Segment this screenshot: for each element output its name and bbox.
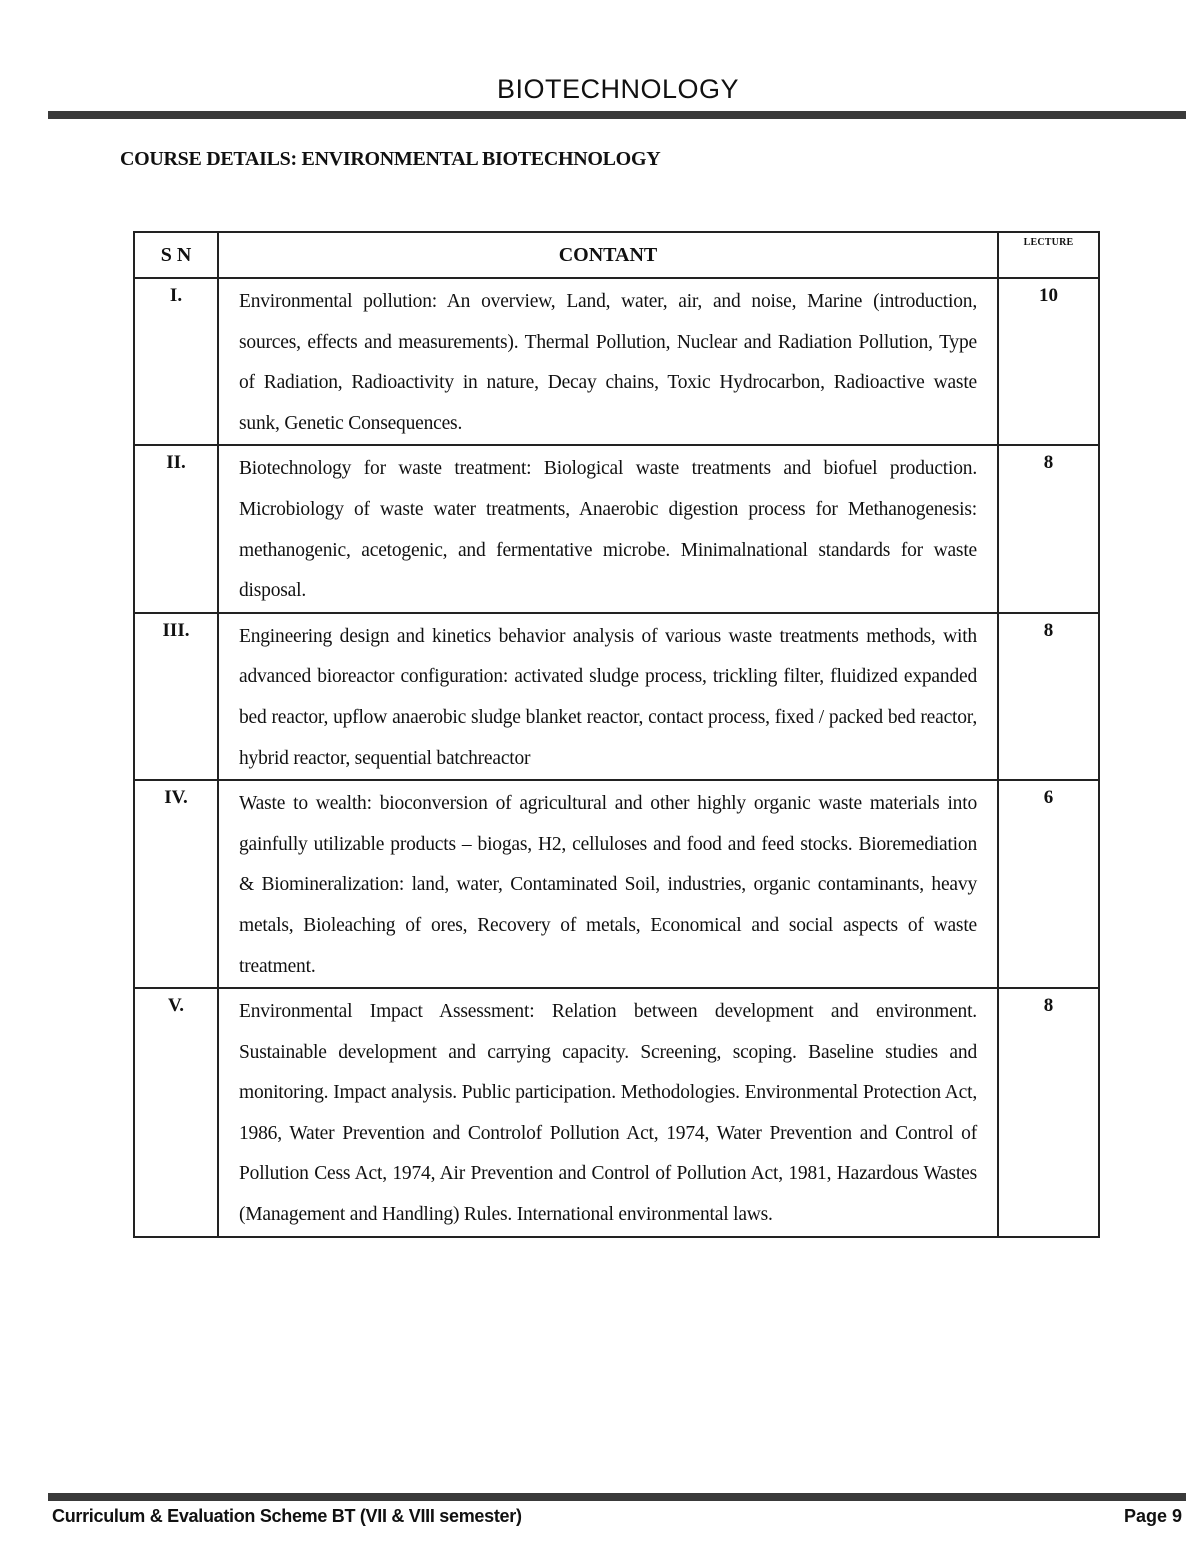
table-row xyxy=(134,278,1099,445)
row-lecture: 6 xyxy=(998,780,1099,988)
table-header-row xyxy=(134,232,1099,278)
row-lecture: 8 xyxy=(998,445,1099,612)
row-sn: IV. xyxy=(134,780,218,988)
table-row xyxy=(134,988,1099,1237)
header-rule xyxy=(48,111,1186,119)
table-row xyxy=(134,445,1099,612)
row-content: Waste to wealth: bioconversion of agricultural and other highly organic waste materials into gainfully utilizable products – biogas, H2, celluloses and food and feed stocks. Bioremediation & Biomineralization: land, water, Contaminated Soil, industries, organic contaminants, heavy metals, Bioleaching of ores, Recovery of metals, Economical and social aspects of waste treatment. xyxy=(218,780,998,988)
column-header-content: CONTANT xyxy=(218,232,998,278)
row-lecture: 8 xyxy=(998,988,1099,1237)
row-sn: III. xyxy=(134,613,218,780)
row-content: Environmental Impact Assessment: Relation between development and environment. Sustainable development and carrying capacity. Screening, scoping. Baseline studies and monitoring. Impact analysis. Public participation. Methodologies. Environmental Protection Act, 1986, Water Prevention and Controlof Pollution Act, 1974, Water Prevention and Control of Pollution Cess Act, 1974, Air Prevention and Control of Pollution Act, 1981, Hazardous Wastes (Management and Handling) Rules. International environmental laws. xyxy=(218,988,998,1237)
row-content: Biotechnology for waste treatment: Biological waste treatments and biofuel production. Microbiology of waste water treatments, Anaerobic digestion process for Methanogenesis: methanogenic, acetogenic, and fermentative microbe. Minimalnational standards for waste disposal. xyxy=(218,445,998,612)
table-row xyxy=(134,613,1099,780)
footer-page-number: Page 9 xyxy=(1123,1506,1182,1526)
row-sn: V. xyxy=(134,988,218,1237)
page-header-title: BIOTECHNOLOGY xyxy=(496,74,740,104)
row-lecture: 8 xyxy=(998,613,1099,780)
footer-rule xyxy=(48,1493,1186,1501)
course-table xyxy=(133,231,1100,1238)
footer-curriculum-label: Curriculum & Evaluation Scheme BT (VII & VIII semester) xyxy=(52,1506,522,1526)
table-row xyxy=(134,780,1099,988)
row-sn: I. xyxy=(134,278,218,445)
column-header-lecture: LECTURE xyxy=(998,232,1099,278)
course-title: COURSE DETAILS: ENVIRONMENTAL BIOTECHNOLOGY xyxy=(120,148,661,170)
row-sn: II. xyxy=(134,445,218,612)
row-content: Engineering design and kinetics behavior analysis of various waste treatments methods, with advanced bioreactor configuration: activated sludge process, trickling filter, fluidized expanded bed reactor, upflow anaerobic sludge blanket reactor, contact process, fixed / packed bed reactor, hybrid reactor, sequential batchreactor xyxy=(218,613,998,780)
row-content: Environmental pollution: An overview, Land, water, air, and noise, Marine (introduction, sources, effects and measurements). Thermal Pollution, Nuclear and Radiation Pollution, Type of Radiation, Radioactivity in nature, Decay chains, Toxic Hydrocarbon, Radioactive waste sunk, Genetic Consequences. xyxy=(218,278,998,445)
row-lecture: 10 xyxy=(998,278,1099,445)
column-header-sn: S N xyxy=(134,232,218,278)
